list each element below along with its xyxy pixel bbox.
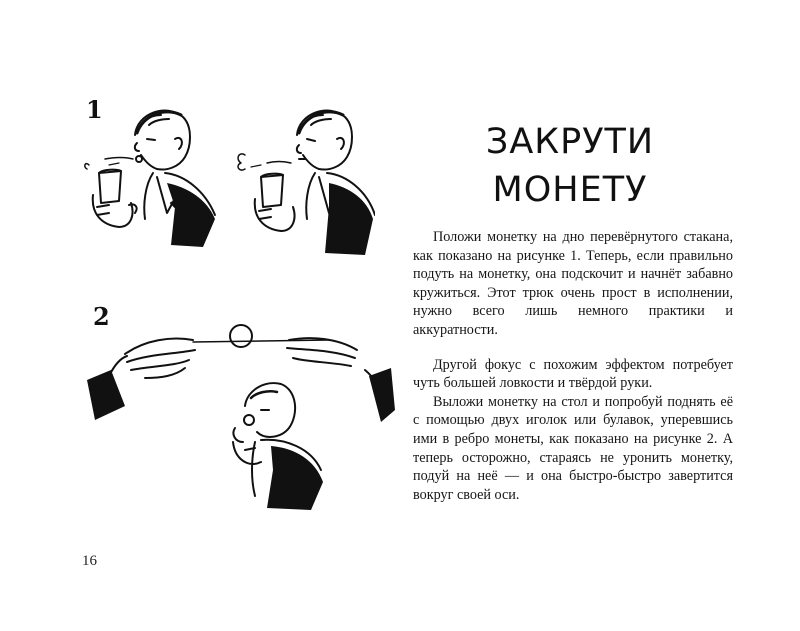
- illustration-boy-blowing-coin: [75, 95, 375, 285]
- paragraph-2: Другой фокус с похожим эффектом потребует чуть большей ловкости и твёрдой руки.: [413, 356, 733, 392]
- figure-1-number: 1: [86, 95, 103, 124]
- article-body: [413, 228, 733, 504]
- figure-2-number: 2: [93, 302, 110, 331]
- paragraph-1: Положи монетку на дно перевёрнутого стакана, как показано на рисунке 1. Теперь, если правильно подуть на монетку, она подскочит и начнёт забавно кружиться. Этот трюк очень прост в исполнении, нужно всего лишь немного практики и аккуратности.: [413, 229, 733, 338]
- title-line-1: ЗАКРУТИ: [485, 122, 655, 162]
- title-line-2: МОНЕТУ: [492, 170, 648, 210]
- page-number: 16: [82, 553, 97, 569]
- page-title: [410, 118, 730, 214]
- illustration-coin-between-pins: [85, 310, 395, 520]
- paragraph-3: Выложи монетку на стол и попробуй поднять её с помощью двух иголок или булавок, уперевшись ими в ребро монеты, как показано на рисунке 2. А теперь осторожно, стараясь не уронить монетку, подуй на неё — и она быстро-быстро завертится вокруг своей оси.: [413, 393, 733, 503]
